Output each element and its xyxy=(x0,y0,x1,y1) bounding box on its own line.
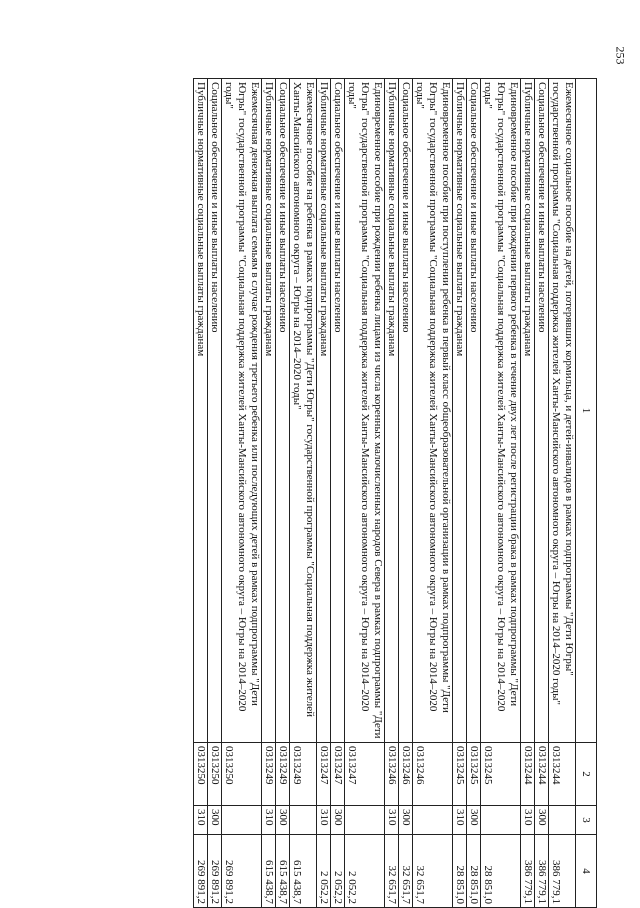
table-cell-c4: 615 438,7 xyxy=(262,835,276,908)
table-row xyxy=(276,79,290,908)
header-cell-4: 4 xyxy=(576,835,597,908)
table-row xyxy=(413,79,453,908)
table-cell-c1: Единовременное пособие при рождении первого ребенка в течение двух лет после регистрации брака в рамках подпрограммы "Дети Югры" государственной программы "Социальная поддержка жителей Ханты-Мансийского автономного округа – Югры на 2014–2020 годы" xyxy=(481,79,521,743)
table-cell-c3: 300 xyxy=(276,806,290,835)
table-cell-c2: 0313249 xyxy=(262,743,276,806)
table-cell-c3: 310 xyxy=(385,806,399,835)
table-row xyxy=(453,79,467,908)
table-cell-c3: 300 xyxy=(399,806,413,835)
header-cell-3: 3 xyxy=(576,806,597,835)
table-cell-c3: 300 xyxy=(208,806,222,835)
table-cell-c3 xyxy=(549,806,576,835)
table-cell-c4: 2 052,2 xyxy=(317,835,331,908)
table-cell-c3: 300 xyxy=(331,806,345,835)
table-cell-c4: 28 851,0 xyxy=(453,835,467,908)
header-cell-2: 2 xyxy=(576,743,597,806)
table-cell-c2: 0313249 xyxy=(290,743,317,806)
table-cell-c4: 28 851,0 xyxy=(481,835,521,908)
table-cell-c1: Социальное обеспечение и иные выплаты населению xyxy=(467,79,481,743)
table-cell-c3: 310 xyxy=(521,806,535,835)
table-cell-c4: 386 779,1 xyxy=(535,835,549,908)
table-cell-c2: 0313246 xyxy=(413,743,453,806)
table-cell-c3: 300 xyxy=(535,806,549,835)
table-cell-c4: 269 891,2 xyxy=(194,835,208,908)
page-number: 253 xyxy=(613,46,628,65)
table-cell-c1: Публичные нормативные социальные выплаты гражданам xyxy=(194,79,208,743)
table-cell-c3: 310 xyxy=(262,806,276,835)
table-row xyxy=(317,79,331,908)
table-cell-c2: 0313245 xyxy=(467,743,481,806)
table-cell-c2: 0313245 xyxy=(453,743,467,806)
table-cell-c1: Ежемесячное пособие на ребенка в рамках подпрограммы "Дети Югры" государственной программы "Социальная поддержка жителей Ханты-Мансийского автономного округа – Югры на 2014–2020 годы" xyxy=(290,79,317,743)
table-cell-c1: Социальное обеспечение и иные выплаты населению xyxy=(399,79,413,743)
table-cell-c4: 28 851,0 xyxy=(467,835,481,908)
table-cell-c2: 0313247 xyxy=(345,743,385,806)
table-cell-c2: 0313244 xyxy=(535,743,549,806)
table-row xyxy=(521,79,535,908)
table-row xyxy=(194,79,208,908)
table-cell-c4: 32 651,7 xyxy=(413,835,453,908)
table-cell-c2: 0313249 xyxy=(276,743,290,806)
table-cell-c1: Публичные нормативные социальные выплаты гражданам xyxy=(521,79,535,743)
table-cell-c4: 386 779,1 xyxy=(549,835,576,908)
table-cell-c1: Социальное обеспечение и иные выплаты населению xyxy=(276,79,290,743)
table-row xyxy=(399,79,413,908)
table-cell-c2: 0313247 xyxy=(317,743,331,806)
table-row xyxy=(290,79,317,908)
rotated-table-container xyxy=(92,78,597,908)
table-cell-c1: Публичные нормативные социальные выплаты гражданам xyxy=(317,79,331,743)
table-cell-c3 xyxy=(222,806,262,835)
table-cell-c1: Единовременное пособие при поступлении ребенка в первый класс общеобразовательной организации в рамках подпрограммы "Дети Югры" государственной программы "Социальная поддержка жителей Ханты-Мансийского автономного округа – Югры на 2014–2020 годы" xyxy=(413,79,453,743)
table-cell-c4: 2 052,2 xyxy=(331,835,345,908)
table-row xyxy=(222,79,262,908)
table-row xyxy=(331,79,345,908)
table-cell-c4: 615 438,7 xyxy=(290,835,317,908)
header-cell-1: 1 xyxy=(576,79,597,743)
table-cell-c1: Публичные нормативные социальные выплаты гражданам xyxy=(262,79,276,743)
table-row xyxy=(535,79,549,908)
table-cell-c3: 300 xyxy=(467,806,481,835)
table-row xyxy=(481,79,521,908)
table-cell-c4: 2 052,2 xyxy=(345,835,385,908)
table-cell-c4: 32 651,7 xyxy=(399,835,413,908)
table-cell-c2: 0313244 xyxy=(521,743,535,806)
table-row xyxy=(262,79,276,908)
table-cell-c4: 32 651,7 xyxy=(385,835,399,908)
table-cell-c2: 0313247 xyxy=(331,743,345,806)
table-cell-c4: 269 891,2 xyxy=(208,835,222,908)
table-row xyxy=(345,79,385,908)
table-cell-c4: 269 891,2 xyxy=(222,835,262,908)
table-cell-c1: Ежемесячная денежная выплата семьям в случае рождения третьего ребенка или последующих детей в рамках подпрограммы "Дети Югры" государственной программы "Социальная поддержка жителей Ханты-Мансийского автономного округа – Югры на 2014–2020 годы" xyxy=(222,79,262,743)
table-cell-c1: Социальное обеспечение и иные выплаты населению xyxy=(331,79,345,743)
table-cell-c1: Социальное обеспечение и иные выплаты населению xyxy=(535,79,549,743)
table-row xyxy=(467,79,481,908)
table-cell-c3: 310 xyxy=(317,806,331,835)
table-row xyxy=(208,79,222,908)
table-cell-c3: 310 xyxy=(194,806,208,835)
table-cell-c1: Социальное обеспечение и иные выплаты населению xyxy=(208,79,222,743)
table-cell-c2: 0313246 xyxy=(399,743,413,806)
budget-table xyxy=(193,78,597,908)
table-cell-c4: 615 438,7 xyxy=(276,835,290,908)
table-cell-c3 xyxy=(345,806,385,835)
table-cell-c3 xyxy=(481,806,521,835)
table-cell-c1: Публичные нормативные социальные выплаты гражданам xyxy=(453,79,467,743)
table-cell-c1: Публичные нормативные социальные выплаты гражданам xyxy=(385,79,399,743)
table-cell-c3 xyxy=(290,806,317,835)
table-cell-c3 xyxy=(413,806,453,835)
table-cell-c4: 386 779,1 xyxy=(521,835,535,908)
table-cell-c2: 0313244 xyxy=(549,743,576,806)
table-cell-c2: 0313250 xyxy=(222,743,262,806)
table-cell-c2: 0313250 xyxy=(194,743,208,806)
table-cell-c1: Единовременное пособие при рождении ребенка лицами из числа коренных малочисленных народов Севера в рамках подпрограммы "Дети Югры" государственной программы "Социальная поддержка жителей Ханты-Мансийского автономного округа – Югры на 2014–2020 годы" xyxy=(345,79,385,743)
header-row xyxy=(576,79,597,908)
table-cell-c3: 310 xyxy=(453,806,467,835)
table-cell-c2: 0313250 xyxy=(208,743,222,806)
table-cell-c1: Ежемесячное социальное пособие на детей, потерявших кормильца, и детей-инвалидов в рамках подпрограммы "Дети Югры" государственной программы "Социальная поддержка жителей Ханты-Мансийского автономного округа – Югры на 2014–2020 годы" xyxy=(549,79,576,743)
table-row xyxy=(549,79,576,908)
table-cell-c2: 0313245 xyxy=(481,743,521,806)
table-cell-c2: 0313246 xyxy=(385,743,399,806)
table-row xyxy=(385,79,399,908)
